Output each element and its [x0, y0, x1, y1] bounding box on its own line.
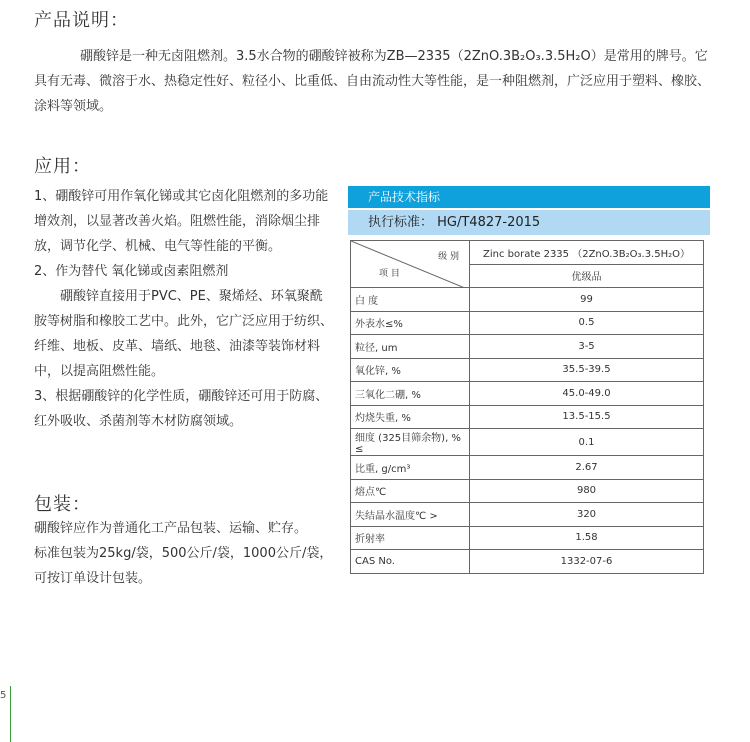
spec-row-item: 氧化锌, %: [351, 358, 470, 382]
spec-row: [351, 405, 704, 429]
spec-row-value: 45.0-49.0: [470, 382, 704, 406]
packaging-line-3: 可按订单设计包装。: [34, 571, 152, 586]
header-diagonal-cell: [351, 241, 470, 288]
header-item: 项 目: [379, 269, 400, 279]
spec-header-row: [351, 241, 704, 265]
description-heading: 产品说明：: [34, 10, 129, 31]
application-point-2-detail: 硼酸锌直接用于PVC、PE、聚烯烃、环氧聚酰胺等树脂和橡胶工艺中。此外，它广泛应用于纺织、纤维、地板、皮革、墙纸、地毯、油漆等装饰材料中，以提高阻燃性能。: [34, 289, 334, 379]
spec-row-value: 0.5: [470, 311, 704, 335]
application-heading: 应用：: [34, 156, 91, 177]
application-point-1: 1、硼酸锌可用作氧化锑或其它卤化阻燃剂的多功能增效剂，以显著改善火焰。阻燃性能，消除烟尘排放，调节化学、机械、电气等性能的平衡。: [34, 189, 329, 254]
spec-row: [351, 311, 704, 335]
spec-row: [351, 503, 704, 527]
spec-row-item: 灼烧失重, %: [351, 405, 470, 429]
spec-row-item: 粒径, um: [351, 335, 470, 359]
spec-row: [351, 288, 704, 312]
spec-panel: [348, 186, 710, 574]
spec-row: [351, 382, 704, 406]
spec-row: [351, 335, 704, 359]
header-grade-value: 优级品: [470, 264, 704, 288]
spec-table: [350, 240, 704, 574]
spec-row-value: 2.67: [470, 456, 704, 480]
spec-standard: 执行标准： HG/T4827-2015: [348, 210, 710, 235]
spec-row: [351, 479, 704, 503]
spec-row: [351, 358, 704, 382]
spec-row-value: 1.58: [470, 526, 704, 550]
spec-row-value: 980: [470, 479, 704, 503]
application-point-2: 2、作为替代 氧化锑或卤素阻燃剂: [34, 264, 229, 279]
spec-row-item: 比重, g/cm³: [351, 456, 470, 480]
spec-row: [351, 456, 704, 480]
packaging-heading: 包装：: [34, 494, 91, 515]
spec-row-item: 白 度: [351, 288, 470, 312]
header-grade: 级 别: [438, 252, 459, 262]
spec-row-value: 0.1: [470, 429, 704, 456]
packaging-section: [34, 516, 344, 591]
spec-row-item: 熔点℃: [351, 479, 470, 503]
spec-row-value: 99: [470, 288, 704, 312]
packaging-line-1: 硼酸锌应作为普通化工产品包装、运输、贮存。: [34, 521, 308, 536]
spec-row-item: 外表水≤%: [351, 311, 470, 335]
spec-row-value: 1332-07-6: [470, 550, 704, 574]
description-text: 硼酸锌是一种无卤阻燃剂。3.5水合物的硼酸锌被称为ZB—2335（2ZnO.3B₂O₃.3.5H₂O）是常用的牌号。它具有无毒、微溶于水、热稳定性好、粒径小、比重低、自由流动性大等性能，是一种阻燃剂，广泛应用于塑料、橡胶、涂料等领域。: [34, 49, 711, 114]
spec-row-value: 35.5-39.5: [470, 358, 704, 382]
packaging-line-2: 标准包装为25kg/袋，500公斤/袋，1000公斤/袋，: [34, 546, 333, 561]
spec-row: [351, 429, 704, 456]
application-section: [34, 184, 334, 434]
application-point-3: 3、根据硼酸锌的化学性质，硼酸锌还可用于防腐、红外吸收、杀菌剂等木材防腐领域。: [34, 389, 329, 429]
spec-row-item: 失结晶水温度℃ >: [351, 503, 470, 527]
spec-row: [351, 550, 704, 574]
spec-row-item: 三氧化二硼, %: [351, 382, 470, 406]
spec-title: 产品技术指标: [348, 186, 710, 208]
spec-row-item: 细度 (325目筛余物), % ≤: [351, 429, 470, 456]
spec-row-value: 13.5-15.5: [470, 405, 704, 429]
margin-line: [10, 686, 11, 742]
diagonal-line: [351, 241, 470, 288]
spec-row-value: 320: [470, 503, 704, 527]
spec-row-item: CAS No.: [351, 550, 470, 574]
spec-row: [351, 526, 704, 550]
spec-row-item: 折射率: [351, 526, 470, 550]
header-product: Zinc borate 2335 （2ZnO.3B₂O₃.3.5H₂O）: [470, 241, 704, 265]
page-number: 5: [0, 690, 7, 701]
spec-row-value: 3-5: [470, 335, 704, 359]
